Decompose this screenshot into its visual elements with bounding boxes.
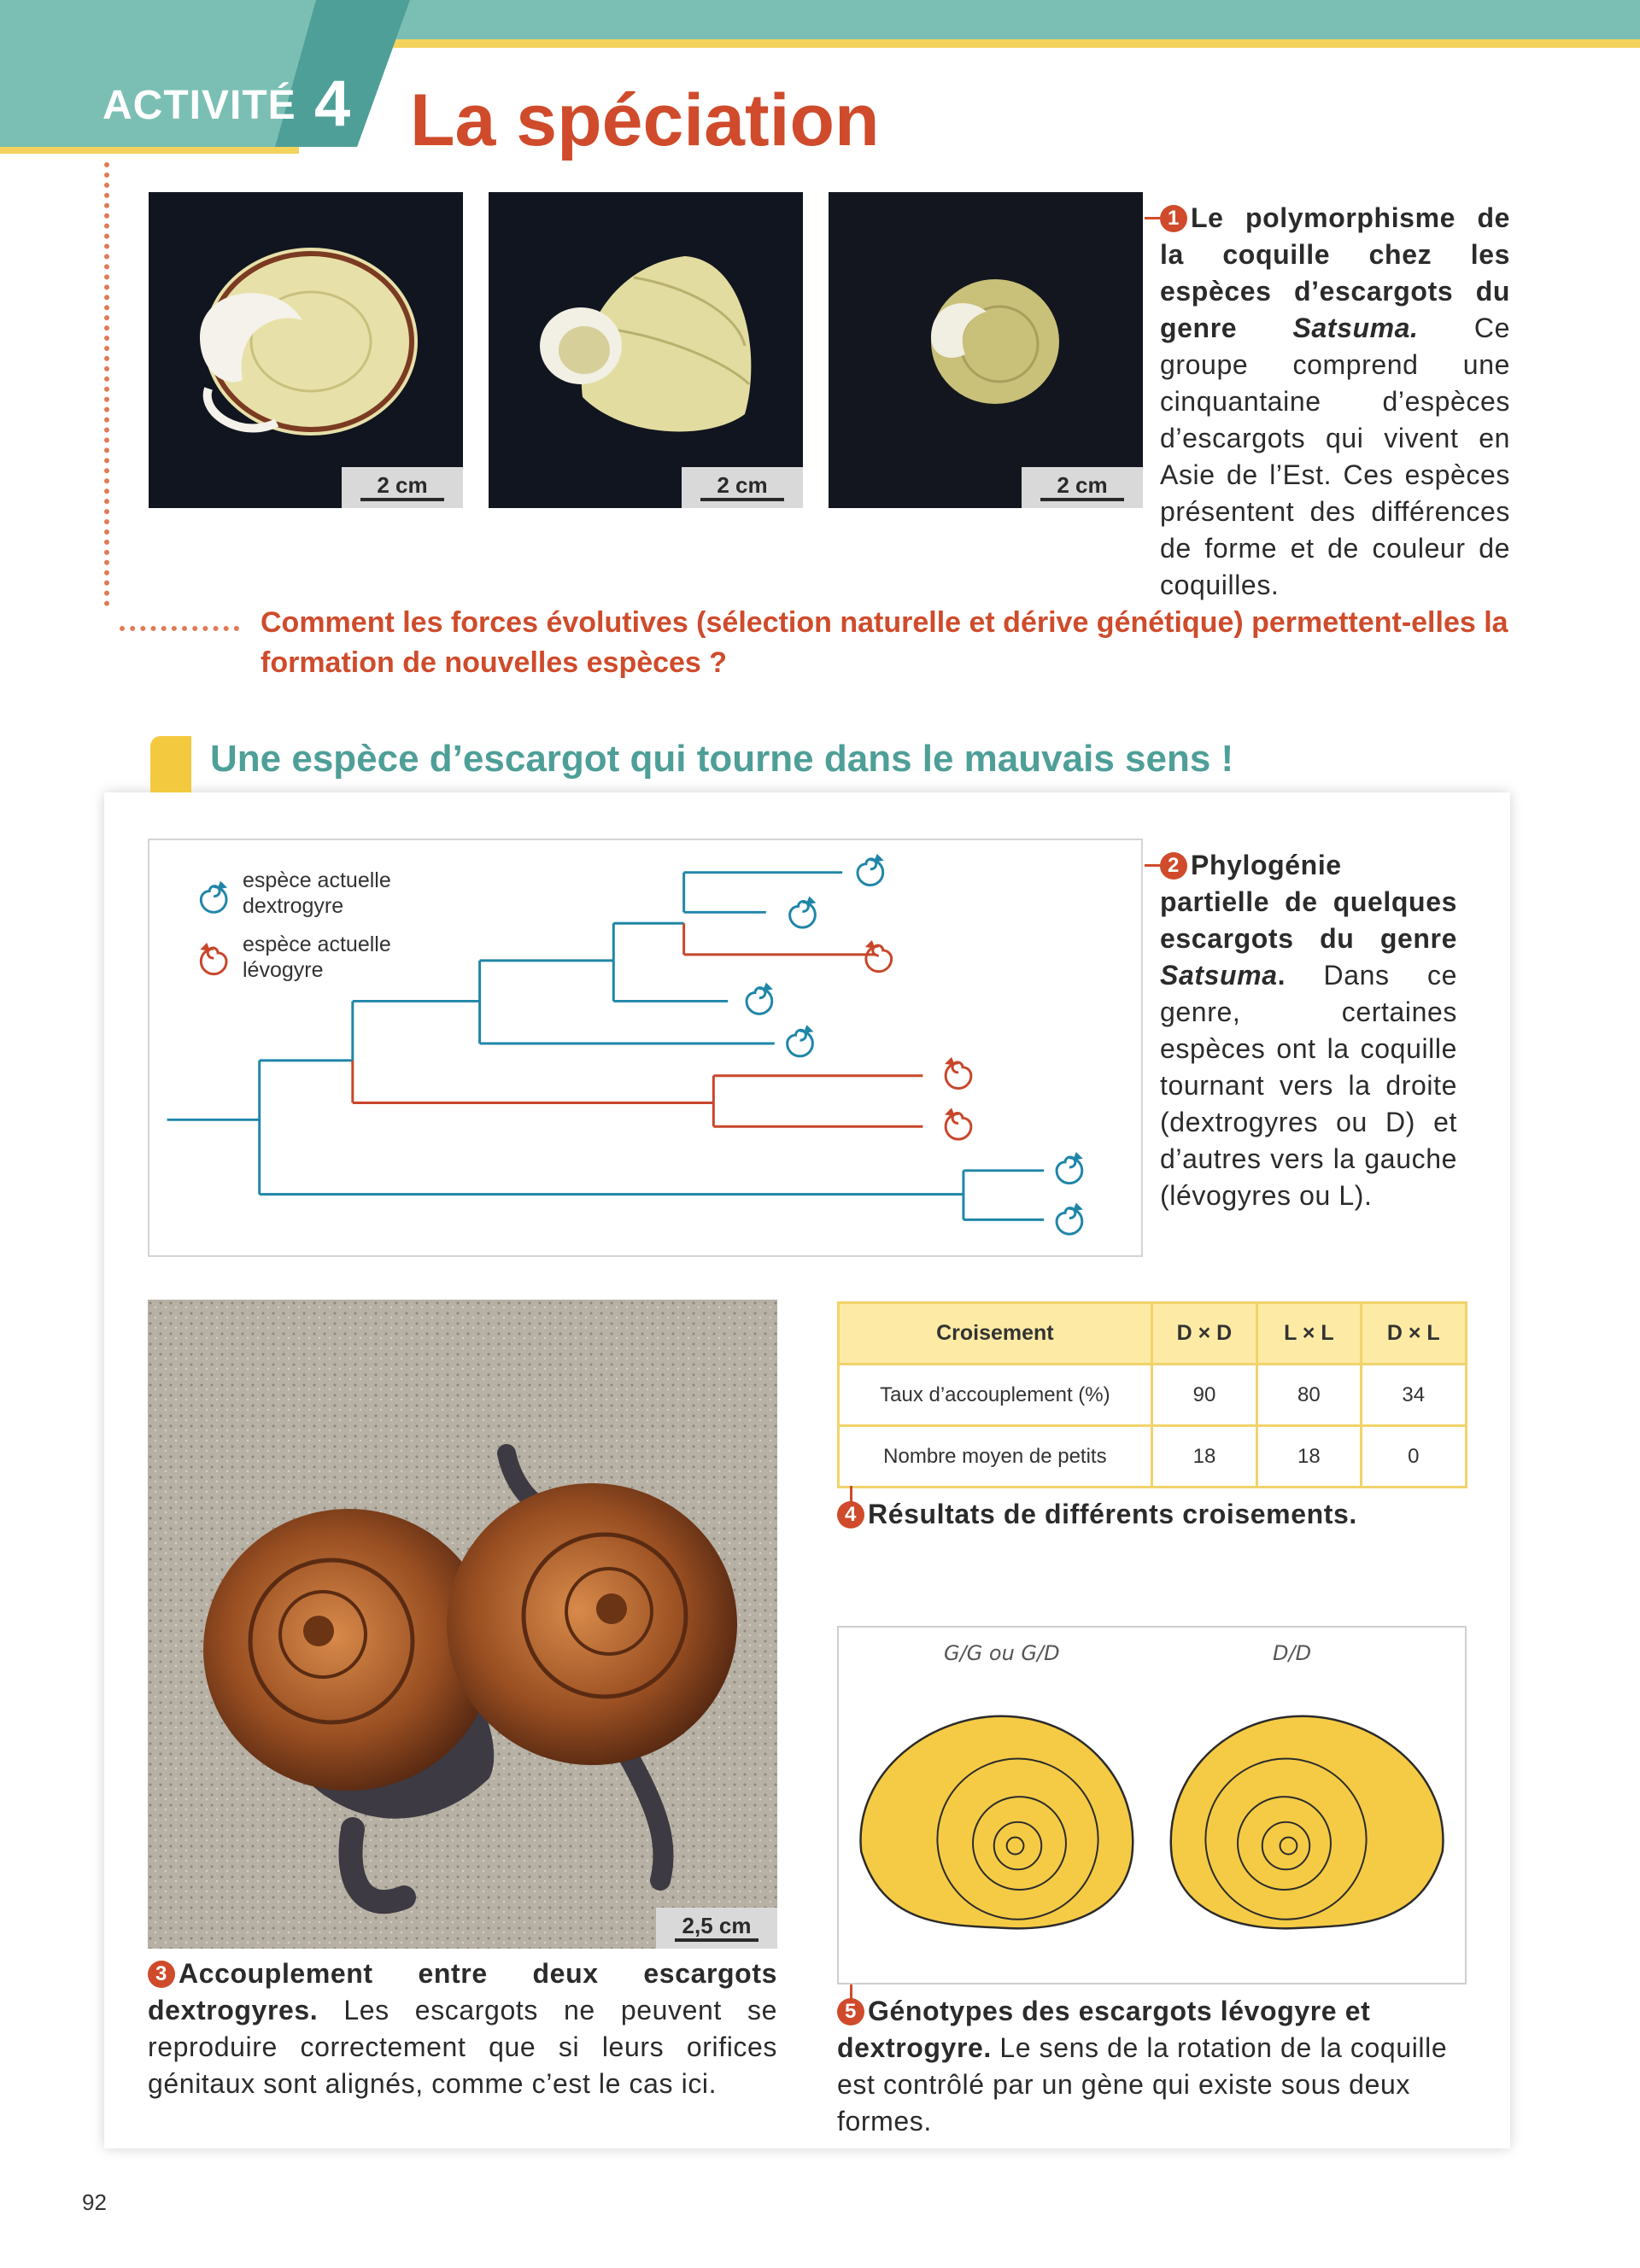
scale-label: 2 cm bbox=[682, 467, 803, 508]
column-header: D × L bbox=[1361, 1303, 1466, 1365]
page-title: La spéciation bbox=[410, 79, 880, 161]
legend-dextral: espèce actuelle dextrogyre bbox=[243, 868, 391, 918]
sinistral-shell-drawing bbox=[861, 1716, 1133, 1929]
dotted-guide-horizontal bbox=[120, 626, 239, 631]
genus-name: Satsuma. bbox=[1292, 313, 1419, 343]
doc4-title: Résultats de différents croisements. bbox=[868, 1499, 1357, 1529]
doc1-title: Le polymorphisme de la coquille chez les espèces d’escargots du genre bbox=[1160, 202, 1510, 343]
legend-sinistral: espèce actuelle lévogyre bbox=[243, 932, 391, 982]
column-header: D × D bbox=[1151, 1303, 1256, 1365]
dextral-spiral-icon bbox=[790, 896, 817, 927]
doc-number-badge: 2 bbox=[1160, 852, 1187, 880]
column-header: L × L bbox=[1257, 1303, 1361, 1365]
caption-rule bbox=[1145, 217, 1160, 219]
doc-number-badge: 3 bbox=[148, 1961, 175, 1988]
activity-number: 4 bbox=[314, 67, 351, 140]
dextral-spiral-icon bbox=[788, 1025, 814, 1056]
row-label: Nombre moyen de petits bbox=[839, 1426, 1152, 1488]
doc2-caption: 2 Phylogénie partielle de quelques escargots du genre Satsuma. Dans ce genre, certaines espèces ont la coquille tournant vers la droite (dextrogyres ou D) et d’autres vers la gauche (lévogyres ou L). bbox=[1160, 850, 1457, 1211]
scale-label: 2 cm bbox=[342, 467, 463, 508]
dextral-spiral-icon bbox=[747, 983, 773, 1014]
table-cell: 18 bbox=[1257, 1426, 1361, 1488]
dextral-spiral-icon bbox=[1057, 1203, 1083, 1235]
column-header: Croisement bbox=[839, 1303, 1152, 1365]
table-cell: 18 bbox=[1151, 1426, 1256, 1488]
doc1-caption bbox=[1160, 200, 1510, 604]
dotted-guide-vertical bbox=[104, 162, 109, 606]
genotype-label-right: D/D bbox=[1273, 1641, 1312, 1665]
genotype-shells-diagram bbox=[837, 1626, 1467, 1984]
sinistral-spiral-icon bbox=[945, 1057, 971, 1089]
scale-label: 2 cm bbox=[1022, 467, 1143, 508]
shell-photo-2 bbox=[489, 192, 803, 508]
genus-name: Satsuma bbox=[1160, 960, 1278, 991]
table-cell: 90 bbox=[1151, 1365, 1256, 1426]
top-yellow-rule bbox=[393, 39, 1640, 48]
doc3-text: Les escargots ne peuvent se reproduire correctement que si leurs orifices génitaux sont alignés, comme c’est le cas ici. bbox=[148, 1995, 777, 2099]
table-row bbox=[839, 1365, 1467, 1426]
doc-number-badge: 1 bbox=[1160, 205, 1187, 232]
page-number: 92 bbox=[82, 2189, 107, 2215]
doc4-caption bbox=[837, 1496, 1469, 1533]
doc5-title: Génotypes des escargots lévogyre et dextrogyre. bbox=[837, 1996, 1371, 2063]
section-tab-marker bbox=[150, 736, 191, 792]
sinistral-spiral-icon bbox=[200, 943, 226, 974]
genotype-label-left: G/G ou G/D bbox=[944, 1641, 1060, 1665]
mating-snails-photo bbox=[148, 1300, 777, 1949]
activity-label: ACTIVITÉ bbox=[102, 83, 296, 128]
doc5-caption bbox=[837, 1993, 1469, 2140]
sinistral-spiral-icon bbox=[865, 940, 892, 972]
section-title: Une espèce d’escargot qui tourne dans le mauvais sens ! bbox=[210, 738, 1234, 780]
dextral-spiral-icon bbox=[1057, 1152, 1083, 1184]
doc3-title: Accouplement entre deux escargots dextrogyres. bbox=[148, 1958, 777, 2025]
dextral-spiral-icon bbox=[858, 854, 884, 886]
doc1-text: Ce groupe comprend une cinquantaine d’espèces d’escargots qui vivent en Asie de l’Est. Ces espèces présentent des différences de forme et de couleur de coquilles. bbox=[1160, 313, 1510, 600]
table-cell: 0 bbox=[1361, 1426, 1466, 1488]
crossing-results-table bbox=[837, 1301, 1467, 1488]
scale-label: 2,5 cm bbox=[656, 1908, 777, 1949]
doc3-caption bbox=[148, 1955, 777, 2102]
doc2-title: Phylogénie partielle de quelques escargots du genre bbox=[1160, 850, 1457, 954]
doc2-text: Dans ce genre, certaines espèces ont la coquille tournant vers la droite (dextrogyres ou D) et d’autres vers la gauche (lévogyres ou L). bbox=[1160, 960, 1457, 1211]
table-row bbox=[839, 1426, 1467, 1488]
dextral-shell-drawing bbox=[1171, 1716, 1444, 1929]
row-label: Taux d’accouplement (%) bbox=[839, 1365, 1152, 1426]
table-header-row bbox=[839, 1303, 1467, 1365]
caption-rule bbox=[1145, 864, 1160, 867]
table-cell: 80 bbox=[1257, 1365, 1361, 1426]
problem-question: Comment les forces évolutives (sélection naturelle et dérive génétique) permettent-elles la formation de nouvelles espèces ? bbox=[261, 606, 1508, 679]
sinistral-spiral-icon bbox=[945, 1108, 971, 1139]
shell-photo-3 bbox=[829, 192, 1143, 508]
dextral-spiral-icon bbox=[201, 881, 227, 913]
shell-photo-1 bbox=[149, 192, 463, 508]
table-cell: 34 bbox=[1361, 1365, 1466, 1426]
doc-number-badge: 5 bbox=[837, 1998, 864, 2025]
doc-number-badge: 4 bbox=[837, 1501, 864, 1529]
doc5-text: Le sens de la rotation de la coquille est contrôlé par un gène qui existe sous deux formes. bbox=[837, 2032, 1448, 2136]
